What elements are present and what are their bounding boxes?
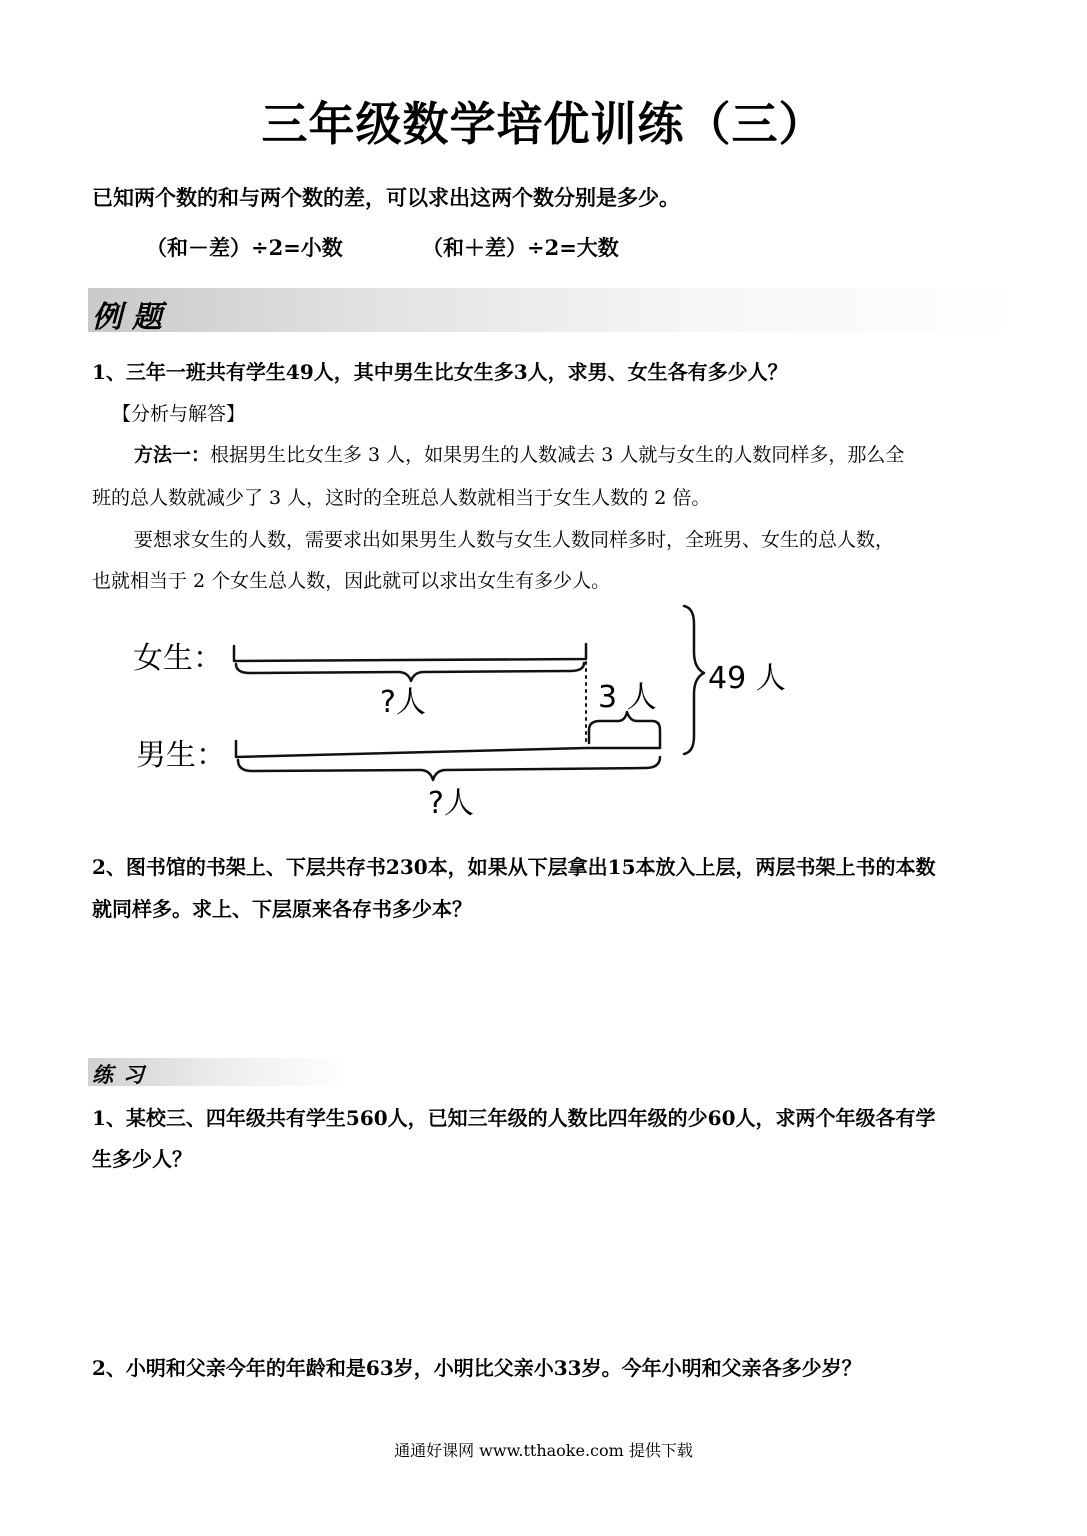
analysis-header: 【分析与解答】: [112, 403, 246, 425]
girls-unknown-label: ?人: [380, 685, 426, 720]
footer-text: 通通好课网 www.tthaoke.com 提供下载: [394, 1441, 693, 1460]
method-one-text: 根据男生比女生多 3 人，如果男生的人数减去 3 人就与女生的人数同样多，那么全: [210, 444, 905, 466]
difference-label: 3 人: [598, 680, 657, 715]
page-title: 三年级数学培优训练（三）: [261, 97, 826, 151]
boys-segment-line: [236, 741, 659, 757]
girls-segment-line: [234, 644, 586, 661]
intro-text: 已知两个数的和与两个数的差，可以求出这两个数分别是多少。: [92, 185, 680, 210]
method-one-line2: 班的总人数就减少了 3 人，这时的全班总人数就相当于女生人数的 2 倍。: [92, 487, 711, 509]
explanation-line2: 也就相当于 2 个女生总人数，因此就可以求出女生有多少人。: [92, 570, 611, 592]
boys-brace: [238, 757, 660, 780]
explanation-line1: 要想求女生的人数，需要求出如果男生人数与女生人数同样多时，全班男、女生的总人数，: [134, 529, 895, 551]
formula-large-number: （和＋差）÷2=大数: [422, 235, 619, 260]
practice2-question: 2、小明和父亲今年的年龄和是63岁，小明比父亲小33岁。今年小明和父亲各多少岁？: [92, 1356, 862, 1380]
method-one-label: 方法一：: [134, 444, 211, 466]
girls-label: 女生：: [133, 641, 223, 676]
example2-line1: 2、图书馆的书架上、下层共存书230本，如果从下层拿出15本放入上层，两层书架上书的本数: [92, 855, 936, 879]
example1-question: 1、三年一班共有学生49人，其中男生比女生多3人，求男、女生各有多少人？: [92, 360, 788, 384]
boys-unknown-label: ?人: [428, 786, 474, 821]
difference-brace: [589, 712, 660, 748]
formula-small-number: （和－差）÷2=小数: [146, 235, 343, 260]
boys-label: 男生：: [136, 738, 226, 773]
examples-section-heading: 例题: [92, 300, 172, 335]
total-brace: [684, 606, 704, 754]
total-label: 49 人: [708, 661, 786, 696]
example2-line2: 就同样多。求上、下层原来各存书多少本？: [92, 897, 472, 921]
practice1-line1: 1、某校三、四年级共有学生560人，已知三年级的人数比四年级的少60人，求两个年级各有学: [92, 1106, 936, 1130]
practice1-line2: 生多少人？: [92, 1147, 192, 1171]
practice-section-heading: 练习: [92, 1062, 154, 1087]
